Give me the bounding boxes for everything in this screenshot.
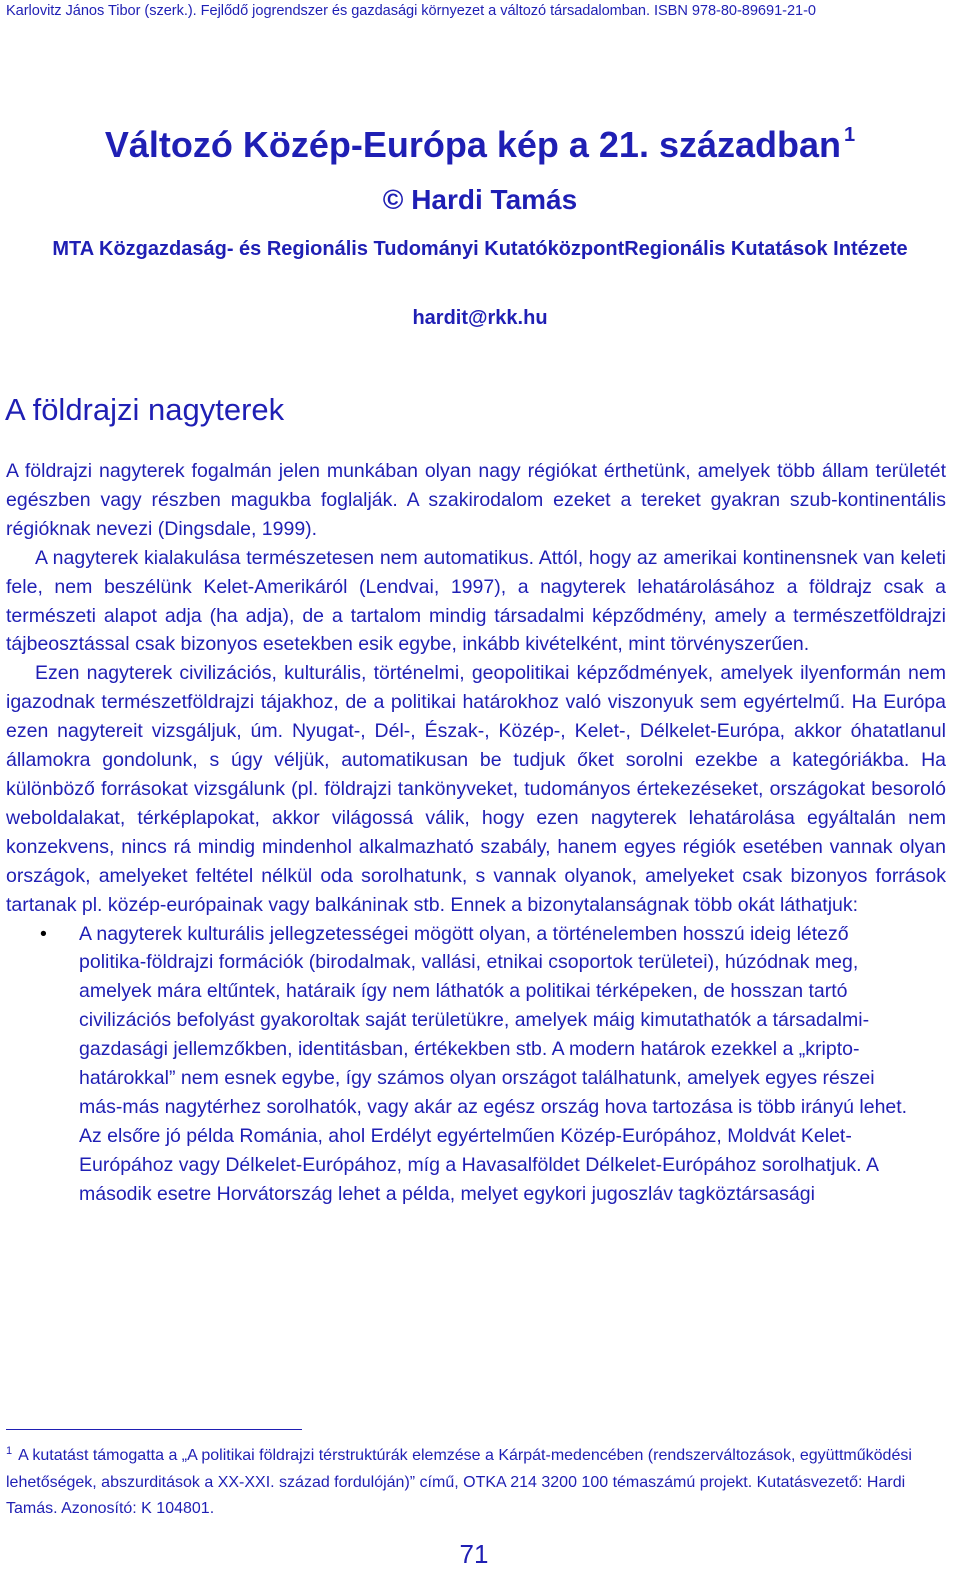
bullet-marker: •	[40, 922, 47, 945]
article-title-text: Változó Közép-Európa kép a 21. században	[104, 124, 842, 165]
paragraph-2: A nagyterek kialakulása természetesen nem automatikus. Attól, hogy az amerikai kontinensnek van keleti fele, nem beszélünk Kelet-Amerikáról (Lendvai, 1997), a nagyterek lehatárolásához a földrajz csak a természeti alapot adja (ha adja), de a tartalom mindig társadalmi képződmény, amely a természetföldrajzi tájbeosztással csak bizonyos esetekben esik egybe, inkább kivételként, mint törvényszerűen.	[6, 546, 946, 656]
author-email[interactable]: hardit@rkk.hu	[412, 307, 548, 329]
paragraph-1: A földrajzi nagyterek fogalmán jelen munkában olyan nagy régiókat érthetünk, amelyek több állam területét egészben vagy részben magukba foglalják. A szakirodalom ezeket a tereket gyakran szub-kontinentális régióknak nevezi (Dingsdale, 1999).	[6, 460, 946, 540]
bullet-list	[6, 920, 946, 1209]
affiliation: MTA Közgazdaság- és Regionális Tudományi KutatóközpontRegionális Kutatások Intézete	[52, 238, 908, 260]
footnote-divider	[6, 1429, 302, 1430]
bullet-text: A nagyterek kulturális jellegzetességei mögött olyan, a történelemben hosszú ideig létező politika-földrajzi formációk (birodalmak, vallási, etnikai csoportok területei), húzódnak meg, amelyek mára eltűntek, határaik így nem láthatók a politikai térképeken, de hosszan tartó civilizációs befolyást gyakoroltak saját területükre, amelyek máig kimutathatók a társadalmi-gazdasági jellemzőkben, identitásban, értékekben stb. A modern határok ezekkel a „kripto-határokkal” nem esnek egybe, így számos olyan országot találhatunk, amelyek egyes részei más-más nagytérhez sorolhatók, vagy akár az egész ország hova tartozása is több irányú lehet. Az elsőre jó példa Románia, ahol Erdélyt egyértelműen Közép-Európához, Moldvát Kelet-Európához vagy Délkelet-Európához, míg a Havasalföldet Délkelet-Európához sorolhatjuk. A második esetre Horvátország lehet a példa, melyet egykori jugoszláv tagköztársasági	[79, 922, 908, 1205]
footnote	[6, 1438, 950, 1523]
title-footnote-mark[interactable]: 1	[844, 124, 856, 146]
running-header: Karlovitz János Tibor (szerk.). Fejlődő jogrendszer és gazdasági környezet a változó társadalomban. ISBN 978-80-89691-21-0	[6, 3, 816, 19]
page-number: 71	[459, 1539, 489, 1569]
article-title	[0, 124, 960, 166]
author-line: © Hardi Tamás	[382, 184, 578, 215]
paragraph-3: Ezen nagyterek civilizációs, kulturális, történelmi, geopolitikai képződmények, amelyek ilyenformán nem igazodnak természetföldrajzi tájakhoz, de a politikai határokhoz való viszonyuk sem egyértelmű. Ha Európa ezen nagytereit vizsgáljuk, úm. Nyugat-, Dél-, Észak-, Közép-, Kelet-, Délkelet-Európa, akkor óhatatlanul államokra gondolunk, s úgy véljük, automatikusan be tudjuk őket sorolni ezekbe a kategóriákba. Ha különböző forrásokat vizsgálunk (pl. földrajzi tankönyveket, tudományos értekezéseket, országokat besoroló weboldalakat, térképlapokat, akkor világossá válik, hogy ezen nagyterek lehatárolása egyáltalán nem konzekvens, nincs rá mindig mindenhol alkalmazható szabály, hanem egyes régiók esetében vannak olyan országok, amelyeket feltétel nélkül oda sorolhatunk, s vannak olyanok, amelyeket csak bizonyos források tartanak pl. közép-európainak vagy balkáninak stb. Ennek a bizonytalanságnak több okát láthatjuk:	[6, 662, 946, 916]
section-heading: A földrajzi nagyterek	[5, 392, 285, 427]
footnote-text: A kutatást támogatta a „A politikai földrajzi térstruktúrák elemzése a Kárpát-medencében (rendszerváltozások, együttműködési lehetőségek, abszurditások a XX-XXI. század fordulóján)” című, OTKA 214 3200 100 témaszámú projekt. Kutatásvezető: Hardi Tamás. Azonosító: K 104801.	[6, 1447, 912, 1517]
body-text	[6, 457, 946, 1209]
footnote-mark: 1	[6, 1445, 13, 1457]
list-item	[6, 920, 946, 1209]
